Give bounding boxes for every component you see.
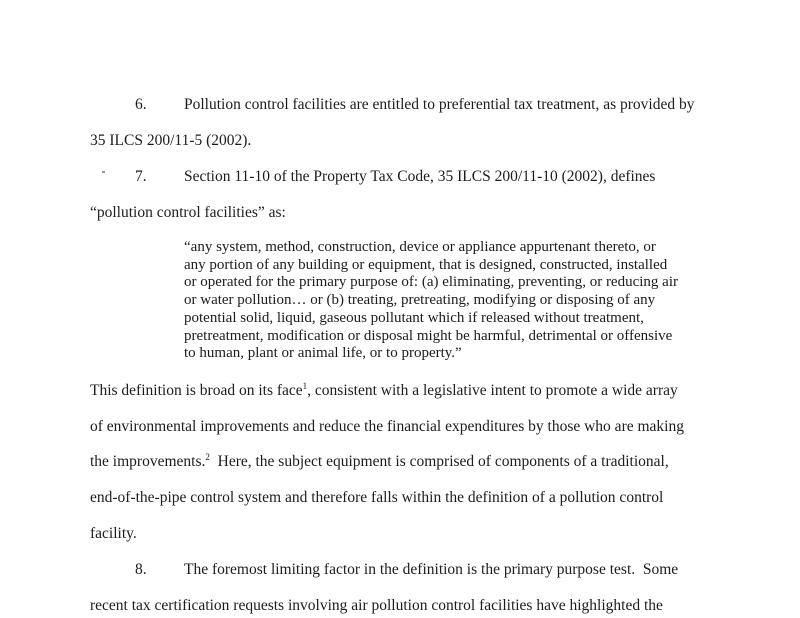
text-segment: , consistent with a legislative intent to promote a wide array bbox=[307, 382, 678, 399]
paragraph-text: The foremost limiting factor in the definition is the primary purpose test. Some bbox=[184, 561, 679, 578]
footnote-marker: 1 bbox=[302, 381, 308, 391]
paragraph-number: 8. bbox=[135, 561, 147, 578]
text-segment: This definition is broad on its face bbox=[90, 382, 303, 399]
quote-line: to human, plant or animal life, or to property.” bbox=[184, 345, 462, 362]
paragraph-number: 6. bbox=[135, 96, 147, 113]
paragraph-text: end-of-the-pipe control system and therefore falls within the definition of a pollution control bbox=[90, 489, 664, 506]
quote-line: or water pollution… or (b) treating, pretreating, modifying or disposing of any bbox=[184, 292, 656, 309]
quote-line: pretreatment, modification or disposal might be harmful, detrimental or offensive bbox=[184, 327, 673, 344]
text-segment: Here, the subject equipment is comprised of components of a traditional, bbox=[209, 453, 669, 470]
paragraph-text: of environmental improvements and reduce the financial expenditures by those who are making bbox=[90, 418, 684, 435]
text-segment: the improvements. bbox=[90, 453, 206, 470]
stray-mark bbox=[102, 171, 105, 173]
quote-line: or operated for the primary purpose of: (a) eliminating, preventing, or reducing air bbox=[184, 274, 678, 291]
paragraph-text: 35 ILCS 200/11-5 (2002). bbox=[90, 132, 252, 149]
paragraph-text: Section 11-10 of the Property Tax Code, 35 ILCS 200/11-10 (2002), defines bbox=[184, 168, 656, 185]
paragraph-number: 7. bbox=[135, 168, 147, 185]
paragraph-text bbox=[90, 381, 678, 401]
paragraph-text bbox=[90, 452, 669, 472]
paragraph-text: facility. bbox=[90, 525, 137, 542]
paragraph-text: recent tax certification requests involving air pollution control facilities have highlighted the bbox=[90, 597, 663, 614]
quote-line: “any system, method, construction, device or appliance appurtenant thereto, or bbox=[184, 239, 656, 255]
block-quote bbox=[184, 239, 704, 363]
paragraph-text: “pollution control facilities” as: bbox=[90, 204, 286, 221]
quote-line: any portion of any building or equipment, that is designed, constructed, installed bbox=[184, 256, 668, 273]
footnote-marker: 2 bbox=[205, 452, 210, 462]
quote-line: potential solid, liquid, gaseous pollutant which if released without treatment, bbox=[184, 309, 644, 326]
paragraph-text: Pollution control facilities are entitled to preferential tax treatment, as provided by bbox=[184, 96, 695, 113]
